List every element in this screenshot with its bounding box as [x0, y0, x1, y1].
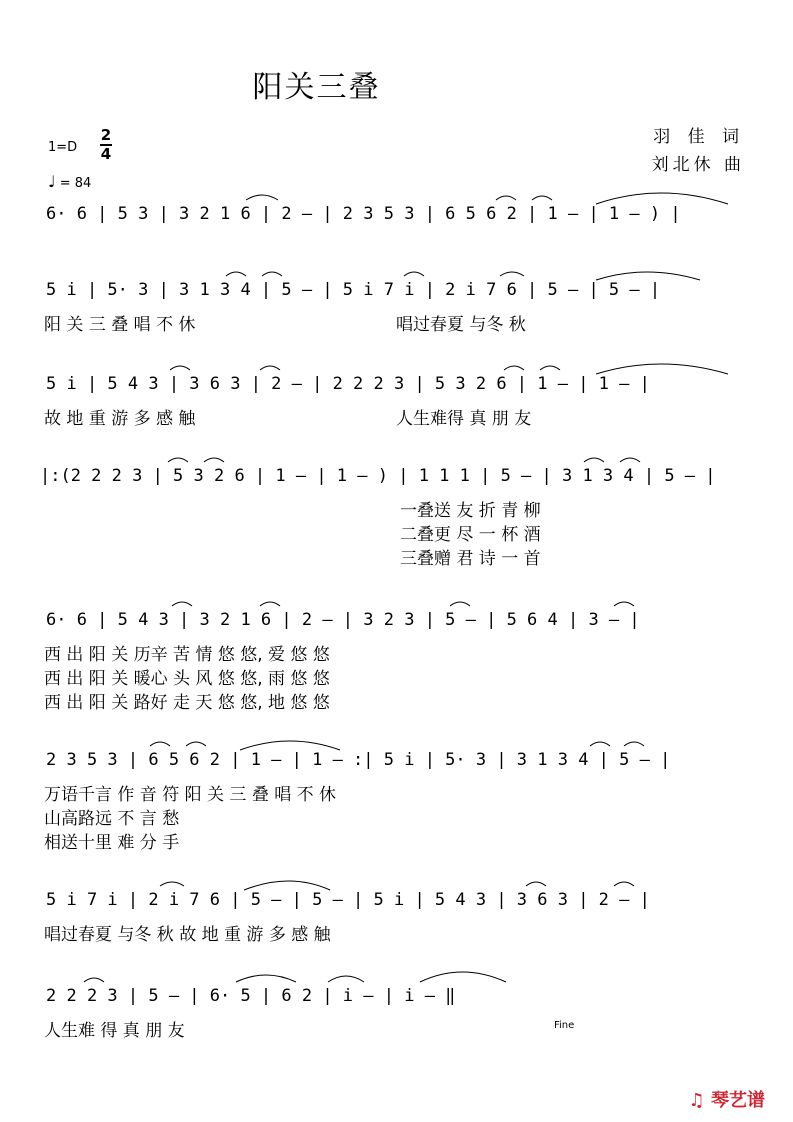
logo-icon: ♫: [688, 1090, 705, 1111]
lyric-line: 一叠送 友 折 青 柳: [400, 501, 541, 521]
notation-line: 5 i 7 i | 2 i 7 6 | 5 – | 5 – | 5 i | 5 4 3 | 3 6 3 | 2 – |: [46, 890, 650, 910]
lyric-line: 人生难 得 真 朋 友: [44, 1021, 185, 1041]
notation-line: 2 3 5 3 | 6 5 6 2 | 1 – | 1 – :| 5 i | 5· 3 | 3 1 3 4 | 5 – |: [46, 750, 671, 770]
lyric-line: 西 出 阳 关 历辛 苦 情 悠 悠, 爱 悠 悠: [44, 645, 330, 665]
notation-line: 6· 6 | 5 3 | 3 2 1 6 | 2 – | 2 3 5 3 | 6 5 6 2 | 1 – | 1 – ) |: [46, 204, 681, 224]
lyric-line: 故 地 重 游 多 感 触: [44, 409, 196, 429]
brand-logo: ♫ 琴艺谱: [688, 1090, 765, 1111]
quarter-note-icon: ♩: [48, 172, 56, 191]
key-signature: 1=D: [48, 140, 78, 155]
tempo-marking: ♩ = 84: [48, 172, 92, 191]
page-title: 阳关三叠: [252, 70, 381, 105]
notation-line: 2 2 2 3 | 5 – | 6· 5 | 6 2 | i – | i – ‖: [46, 986, 456, 1006]
lyric-line: 西 出 阳 关 暖心 头 风 悠 悠, 雨 悠 悠: [44, 669, 330, 689]
notation-line: |:(2 2 2 3 | 5 3 2 6 | 1 – | 1 – ) | 1 1 1 | 5 – | 3 1 3 4 | 5 – |: [40, 466, 716, 486]
lyric-line: 唱过春夏 与冬 秋 故 地 重 游 多 感 触: [44, 925, 331, 945]
composer-credit: 刘北休 曲: [651, 155, 745, 175]
time-signature: 2 4: [100, 126, 112, 163]
lyric-line: 相送十里 难 分 手: [44, 833, 180, 853]
lyricist-credit: 羽 佳 词: [653, 127, 745, 147]
lyric-line: 山高路远 不 言 愁: [44, 809, 180, 829]
lyric-line: 西 出 阳 关 路好 走 天 悠 悠, 地 悠 悠: [44, 693, 330, 713]
lyric-line: 人生难得 真 朋 友: [396, 409, 532, 429]
lyric-line: 万语千言 作 音 符 阳 关 三 叠 唱 不 休: [44, 785, 337, 805]
lyric-line: 二叠更 尽 一 杯 酒: [400, 525, 541, 545]
notation-line: 5 i | 5· 3 | 3 1 3 4 | 5 – | 5 i 7 i | 2 i 7 6 | 5 – | 5 – |: [46, 280, 661, 300]
lyric-line: 阳 关 三 叠 唱 不 休: [44, 315, 196, 335]
notation-line: 5 i | 5 4 3 | 3 6 3 | 2 – | 2 2 2 3 | 5 3 2 6 | 1 – | 1 – |: [46, 374, 650, 394]
notation-line: 6· 6 | 5 4 3 | 3 2 1 6 | 2 – | 3 2 3 | 5 – | 5 6 4 | 3 – |: [46, 610, 640, 630]
lyric-line: 唱过春夏 与冬 秋: [396, 315, 526, 335]
lyric-line: 三叠赠 君 诗 一 首: [400, 549, 541, 569]
fine-marking: Fine: [554, 1020, 575, 1031]
